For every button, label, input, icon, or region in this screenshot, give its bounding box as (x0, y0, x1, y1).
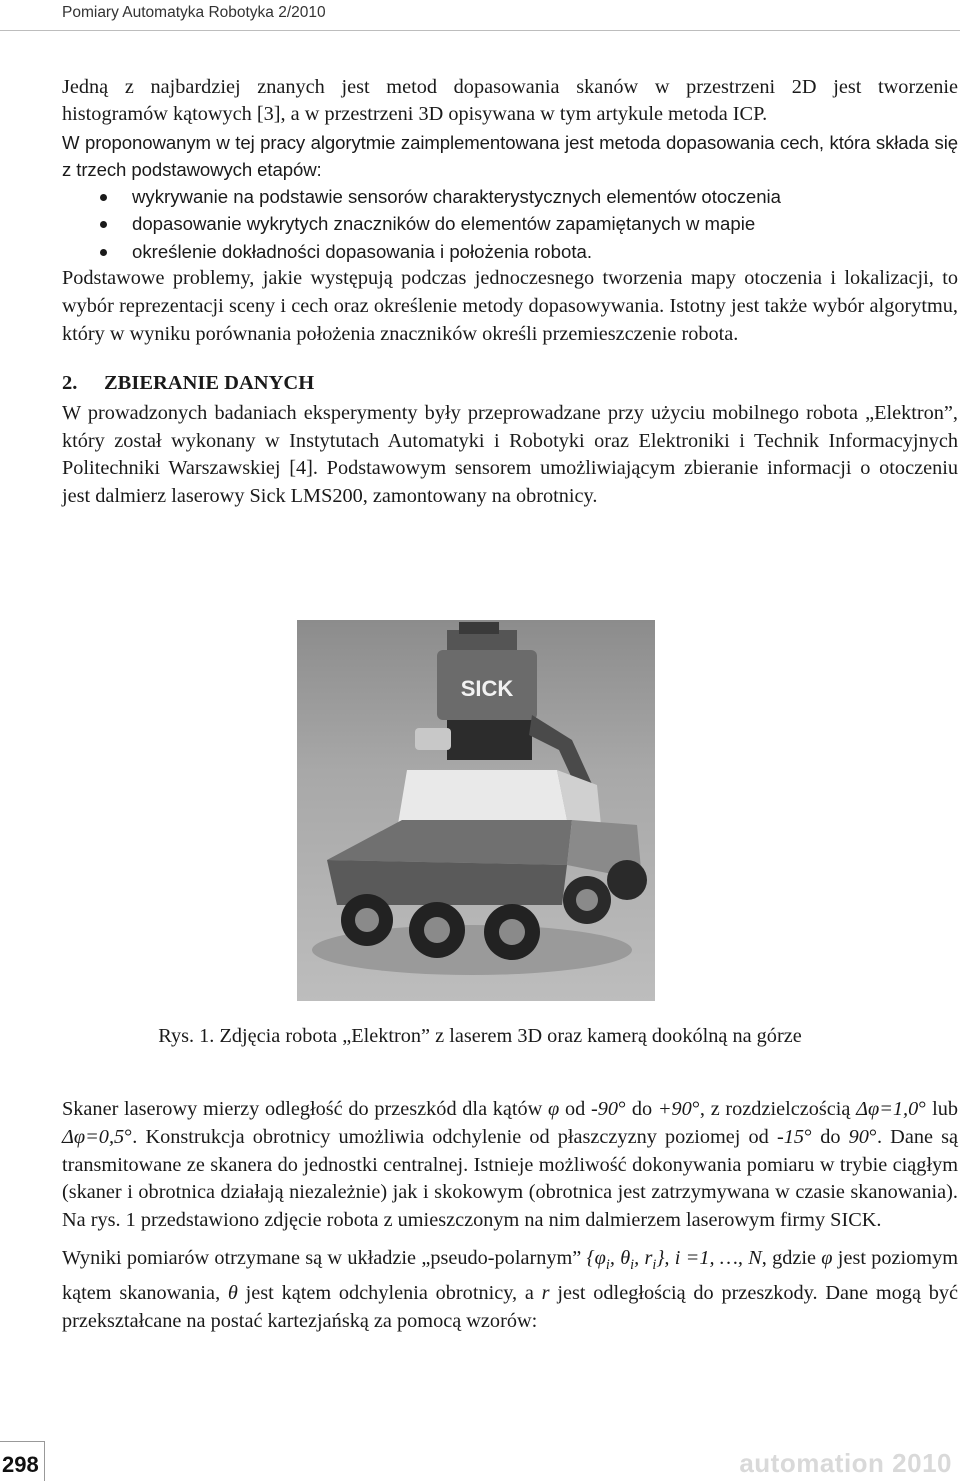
stage-list (62, 183, 958, 265)
camera-lens (459, 622, 499, 634)
list-item: dopasowanie wykrytych znaczników do elementów zapamiętanych w mapie (62, 210, 958, 237)
side-lens (415, 728, 451, 750)
running-title: Pomiary Automatyka Robotyka 2/2010 (62, 4, 326, 21)
chassis-front (327, 820, 572, 865)
wheel-right-rear (607, 860, 647, 900)
bullet-icon (100, 221, 107, 228)
section-number: 2. (62, 372, 78, 395)
intro-paragraph-3: Podstawowe problemy, jakie występują podczas jednoczesnego tworzenia mapy otoczenia i lokalizacji, to wybór reprezentacji sceny i cech oraz określenie metody dopasowywania. Istotny jest także wybór algorytmu, który w wyniku porównania położenia znaczników określi przemieszczenie robota. (62, 267, 958, 345)
body-lower (62, 1096, 958, 1335)
body-upper (62, 74, 958, 511)
intro-line-2: histogramów kątowych [3], a w przestrzeni 3D opisywana w tym artykule metoda ICP. (62, 103, 768, 126)
robot-illustration (297, 620, 655, 1001)
section-paragraph: W prowadzonych badaniach eksperymenty były przeprowadzane przy użyciu mobilnego robota „Elektron”, który został wykonany w Instytutach Automatyki i Robotyki oraz Elektroniki i Technik Informacyjnych Politechniki Warszawskiej [4]. Podstawowym sensorem umożliwiającym zbieranie informacji o otoczeniu jest dalmierz laserowy Sick LMS200, zamontowany na obrotnicy. (62, 401, 958, 508)
intro-line-1: Jedną z najbardziej znanych jest metod dopasowania skanów w przestrzeni 2D jest tworzenie (62, 76, 958, 98)
bullet-icon (100, 194, 107, 201)
intro-paragraph-2: W proponowanym w tej pracy algorytmie zaimplementowana jest metoda dopasowania cech, która składa się z trzech podstawowych etapów: (62, 131, 958, 180)
list-item: wykrywanie na podstawie sensorów charakterystycznych elementów otoczenia (62, 183, 958, 210)
scanner-cylinder (447, 720, 532, 760)
robot-photo (297, 620, 655, 1001)
footer-brand: automation 2010 (739, 1448, 952, 1478)
sick-logo: SICK (460, 676, 514, 701)
section-heading (62, 370, 958, 397)
figure-caption: Rys. 1. Zdjęcia robota „Elektron” z laserem 3D oraz kamerą dookólną na górze (158, 1025, 802, 1047)
scanner-paragraph: Skaner laserowy mierzy odległość do przeszkód dla kątów φ od -90° do +90°, z rozdzielczością Δφ=1,0° lub Δφ=0,5°. Konstrukcja obrotnicy umożliwia odchylenie od płaszczyzny poziomej od -15° do 90°. Dane są transmitowane ze skanera do jednostki centralnej. Istnieje możliwość dokonywania pomiaru w trybie ciągłym (skaner i obrotnica działają niezależnie) jak i skokowym (obrotnica jest zatrzymywana w czasie skanowania). Na rys. 1 przedstawiono zdjęcie robota z umieszczonym na nim dalmierzem laserowym firmy SICK. (62, 1098, 958, 1232)
results-paragraph: Wyniki pomiarów otrzymane są w układzie „pseudo-polarnym” {$\varphi_i$, $\theta_i$, $r_i$}, i =1, …, N, gdzie φ jest poziomym kątem skanowania, θ jest kątem odchylenia obrotnicy, a r jest odległością do przeszkody. Dane mogą być przekształcane na postać kartezjańską za pomocą wzorów: (62, 1246, 958, 1332)
list-item: określenie dokładności dopasowania i położenia robota. (62, 238, 958, 265)
page-header (0, 0, 960, 31)
bullet-icon (100, 249, 107, 256)
page-number: 298 (2, 1452, 39, 1477)
section-title: ZBIERANIE DANYCH (104, 372, 315, 395)
